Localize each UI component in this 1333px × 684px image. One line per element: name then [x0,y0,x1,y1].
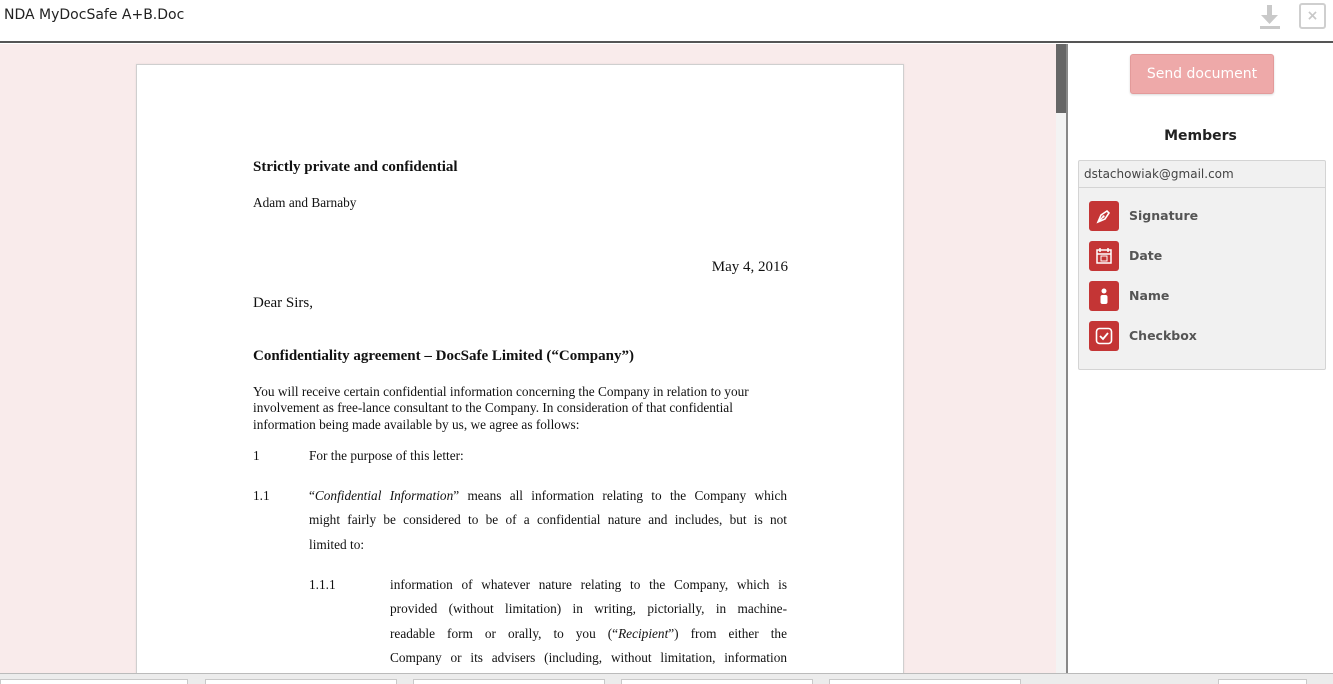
member-card [1078,160,1326,370]
clause-1-1-1-line: readable form or orally, to you (“Recipient”) from either the [390,626,787,641]
signature-pen-icon [1089,201,1119,231]
checkbox-label: Checkbox [1129,328,1197,343]
clause-1-text: For the purpose of this letter: [309,448,464,463]
download-icon [1257,3,1283,31]
document-viewer[interactable] [0,44,1056,673]
document-title: NDA MyDocSafe A+B.Doc [4,7,185,23]
doc-date: May 4, 2016 [711,259,788,275]
doc-intro-line: You will receive certain confidential information concerning the Company in relation to your [253,384,749,399]
members-heading: Members [1164,128,1237,144]
name-label: Name [1129,288,1170,303]
clause-1-1-line: limited to: [309,537,365,552]
clause-1-number: 1 [253,448,260,463]
app-header [0,0,1333,43]
clause-1-1-1-line: provided (without limitation) in writing, pictorially, in machine- [390,601,787,616]
clause-1-1-line: “Confidential Information” means all information relating to the Company which [309,488,788,503]
date-label: Date [1129,248,1163,263]
clause-1-1-1-number: 1.1.1 [309,577,336,592]
page-thumbnail[interactable] [205,679,397,684]
close-button[interactable] [1299,3,1326,29]
members-panel [1068,44,1333,673]
viewer-scrollbar[interactable] [1056,44,1066,673]
page-thumbnail-strip [0,673,1333,684]
signature-field[interactable] [1089,201,1319,233]
viewer-scrollbar-thumb[interactable] [1056,44,1066,113]
close-icon: × [1306,8,1319,24]
checkbox-icon [1089,321,1119,351]
page-thumbnail[interactable] [621,679,813,684]
doc-agreement-title: Confidentiality agreement – DocSafe Limited (“Company”) [253,348,634,364]
clause-1-1-line: might fairly be considered to be of a confidential nature and includes, but is not [309,512,787,527]
doc-salutation: Dear Sirs, [253,295,313,311]
send-document-button[interactable]: Send document [1130,54,1274,94]
download-button[interactable] [1257,3,1283,31]
date-field[interactable] [1089,241,1319,273]
page-thumbnail[interactable] [829,679,1021,684]
calendar-icon [1089,241,1119,271]
person-icon [1089,281,1119,311]
clause-1-1-1-line: Company or its advisers (including, without limitation, information [390,650,787,665]
document-page [136,64,904,673]
checkbox-field[interactable] [1089,321,1319,353]
page-thumbnail[interactable] [1218,679,1307,684]
doc-intro-line: involvement as free-lance consultant to the Company. In consideration of that confidential [253,400,733,415]
doc-intro-line: information being made available by us, we agree as follows: [253,417,580,432]
signature-label: Signature [1129,208,1199,223]
doc-parties: Adam and Barnaby [253,195,357,210]
clause-1-1-1-line: information of whatever nature relating to the Company, which is [390,577,787,592]
member-email: dstachowiak@gmail.com [1079,161,1325,188]
page-thumbnail[interactable] [0,679,188,684]
page-thumbnail[interactable] [413,679,605,684]
clause-1-1-number: 1.1 [253,488,270,503]
doc-heading: Strictly private and confidential [253,159,458,175]
name-field[interactable] [1089,281,1319,313]
